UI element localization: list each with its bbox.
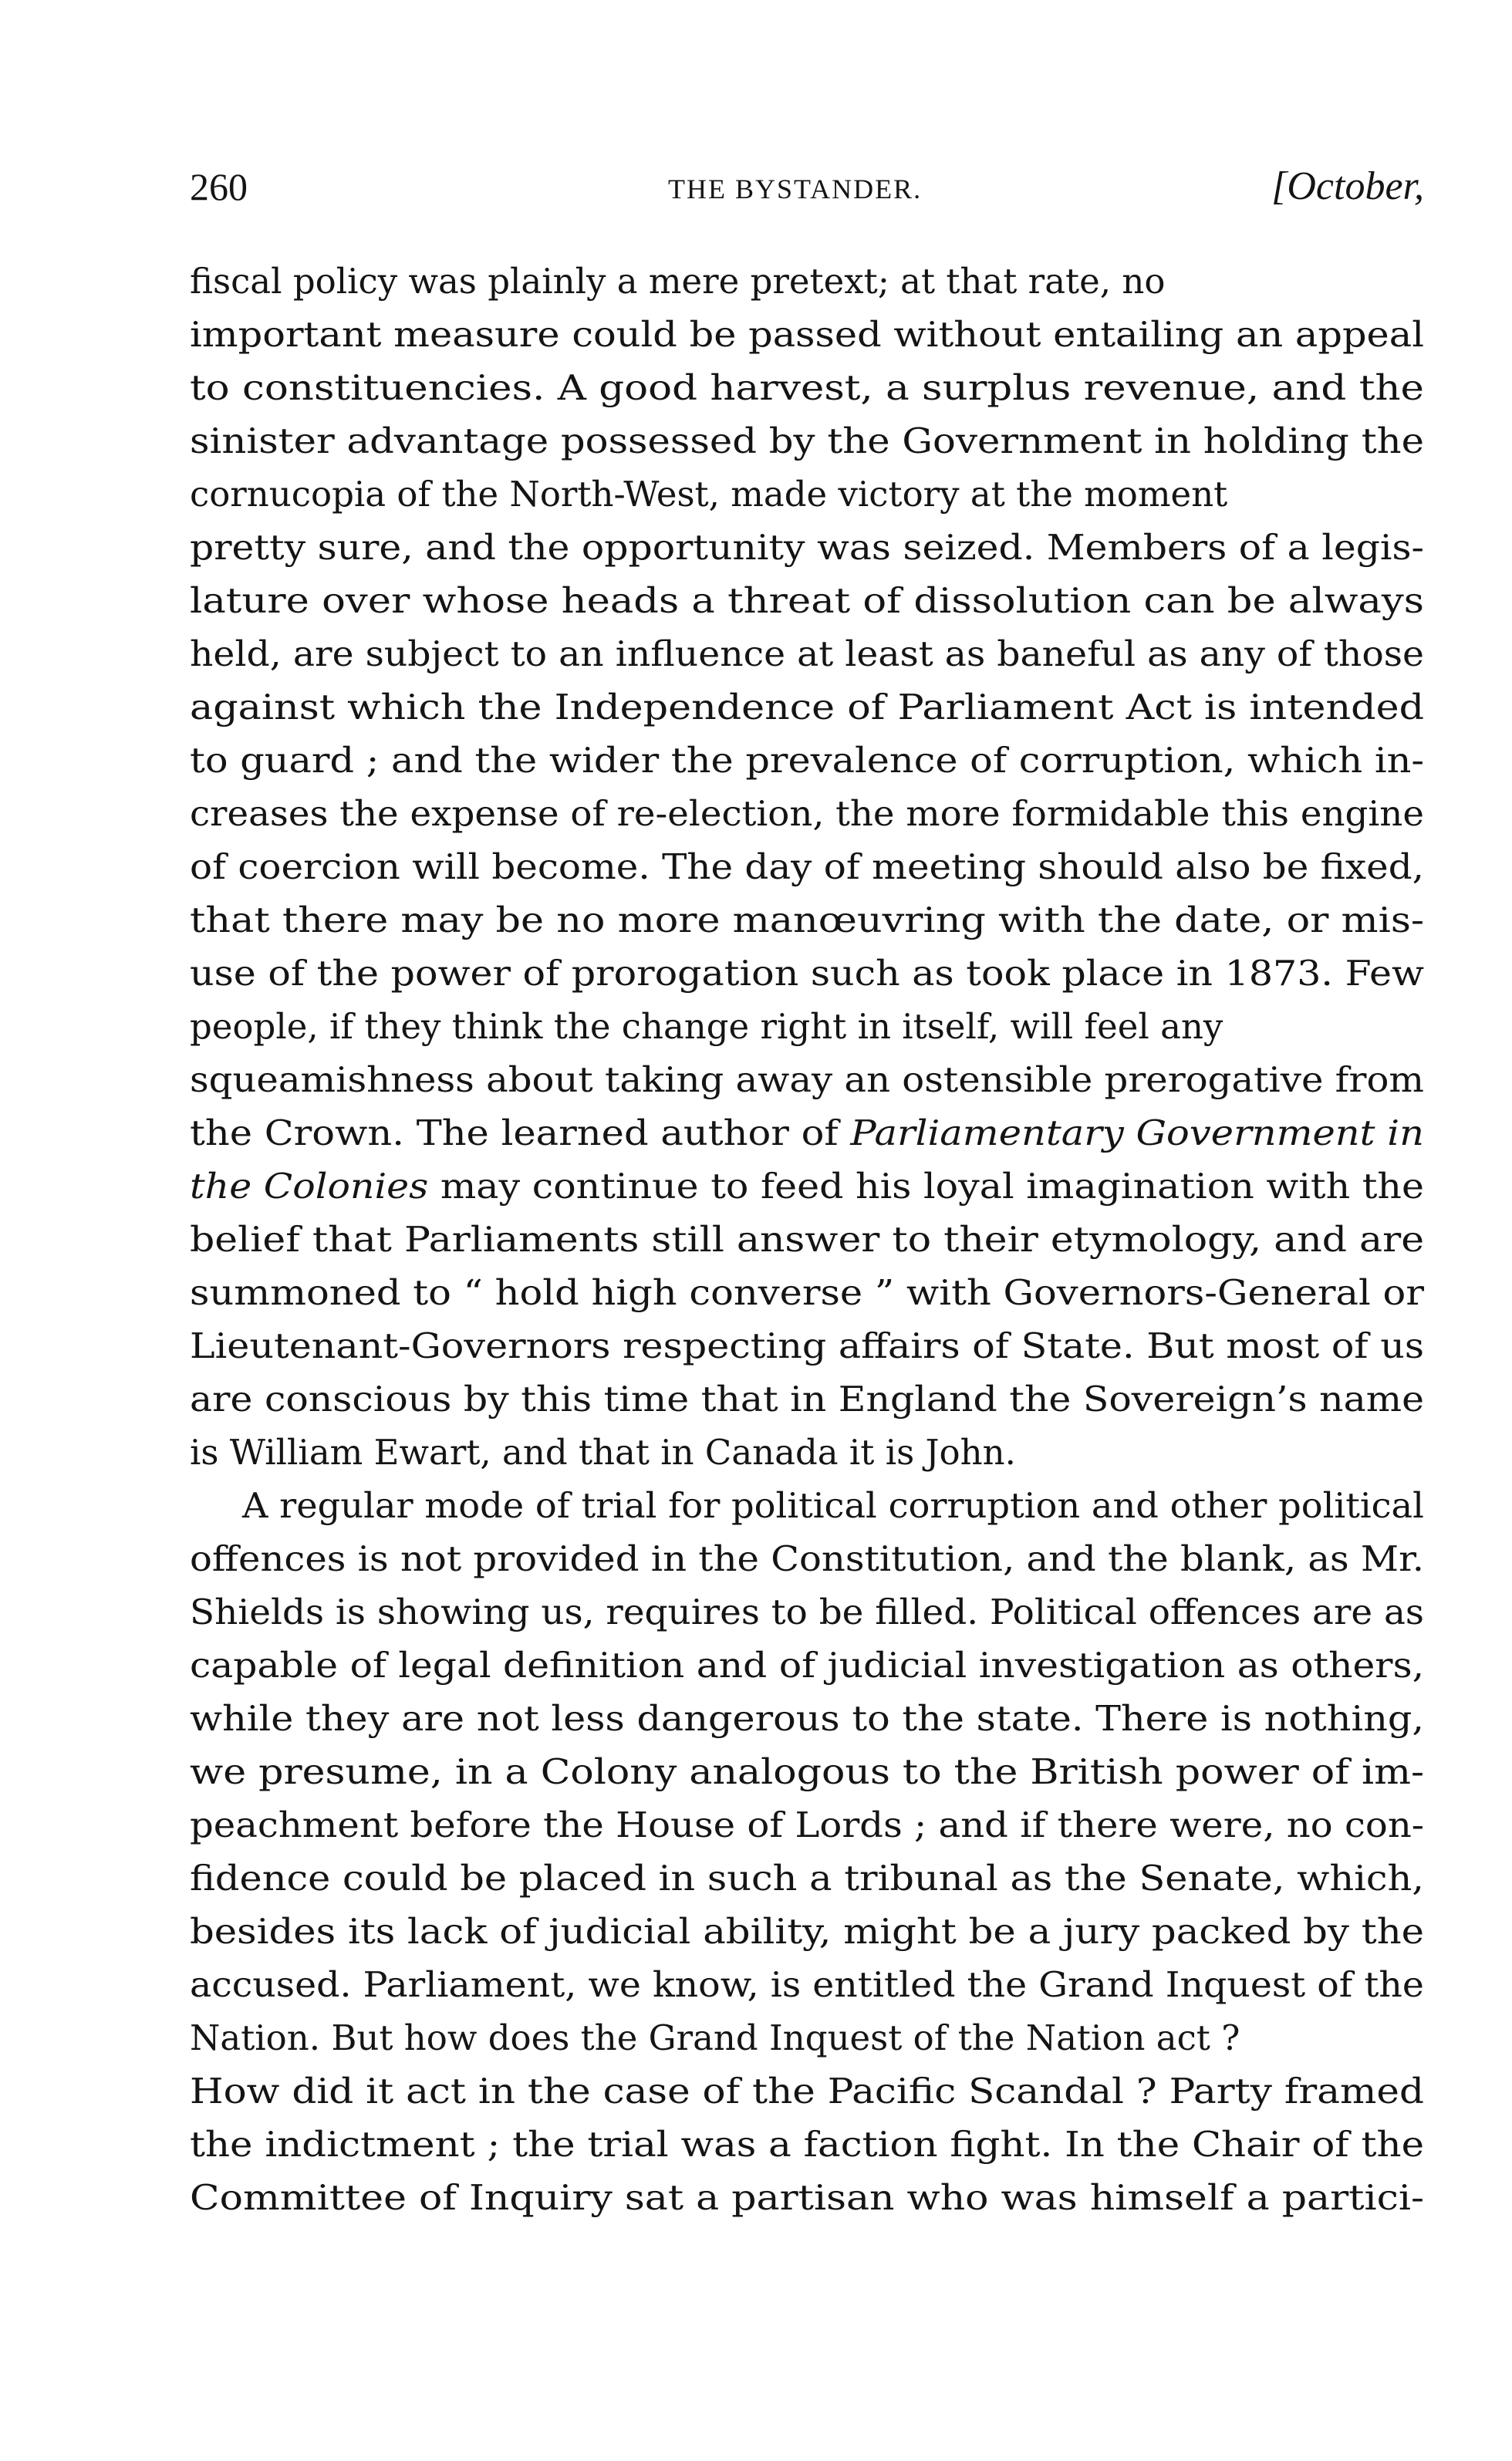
text-line-content: against which the Independence of Parliament Act is intended (190, 687, 1425, 727)
text-line (190, 1798, 1424, 1852)
text-line (190, 1213, 1424, 1266)
text-line (190, 574, 1424, 627)
text-line (190, 1692, 1424, 1745)
text-line (190, 1372, 1424, 1426)
text-line-content: Lieutenant-Governors respecting affairs of State. But most of us (190, 1325, 1425, 1366)
text-line-content: cornucopia of the North-West, made victory at the moment (190, 474, 1228, 515)
text-line-content: How did it act in the case of the Pacific Scandal ? Party framed (190, 2071, 1424, 2112)
italic-title: the Colonies (190, 1166, 429, 1207)
text-line-content: pretty sure, and the opportunity was seized. Members of a legis- (190, 527, 1425, 568)
text-line-content: of coercion will become. The day of meeting should also be fixed, (190, 846, 1425, 887)
text-line (190, 1958, 1424, 2011)
text-line (190, 1479, 1424, 1532)
running-head (190, 164, 1424, 218)
text-line-content: are conscious by this time that in England the Sovereign’s name (190, 1379, 1425, 1420)
text-line-content: summoned to “ hold high converse ” with Governors-General or (190, 1272, 1424, 1313)
text-line-content: creases the expense of re-election, the more formidable this engine (190, 793, 1424, 834)
text-line (190, 1639, 1424, 1692)
text-line-content: fiscal policy was plainly a mere pretext; at that rate, no (190, 261, 1166, 302)
text-line-content: belief that Parliaments still answer to their etymology, and are (190, 1219, 1425, 1260)
text-line (190, 361, 1424, 414)
text-line (190, 1000, 1424, 1053)
text-line-content: squeamishness about taking away an ostensible prerogative from (190, 1059, 1424, 1100)
journal-title: THE BYSTANDER. (668, 174, 923, 204)
text-line-content: held, are subject to an influence at least as baneful as any of those (190, 633, 1425, 674)
text-line (190, 680, 1424, 734)
body-text (190, 255, 1424, 2224)
text-line-content: use of the power of prorogation such as took place in 1873. Few (190, 953, 1424, 994)
text-line (190, 1266, 1424, 1319)
text-line-content: to guard ; and the wider the prevalence of corruption, which in- (190, 740, 1425, 781)
text-segment: the Crown. The learned author of (190, 1112, 851, 1153)
text-line (190, 255, 1424, 308)
text-line (190, 1905, 1424, 1958)
text-line (190, 2011, 1424, 2064)
text-line (190, 1319, 1424, 1372)
text-line-content: we presume, in a Colony analogous to the British power of im- (190, 1751, 1425, 1792)
text-line (190, 787, 1424, 840)
page-number: 260 (190, 165, 248, 208)
text-line (190, 1532, 1424, 1585)
text-line-content: fidence could be placed in such a tribunal as the Senate, which, (190, 1858, 1424, 1899)
text-line (190, 1426, 1424, 1479)
text-line (190, 1106, 1424, 1160)
text-line (190, 947, 1424, 1000)
text-line (190, 2118, 1424, 2171)
text-line (190, 521, 1424, 574)
text-line-content: is William Ewart, and that in Canada it is John. (190, 1432, 1016, 1473)
text-line (190, 1852, 1424, 1905)
text-line (190, 627, 1424, 680)
issue-month: [October, (1271, 164, 1424, 208)
italic-title: Parliamentary Government in (850, 1112, 1424, 1153)
text-line-content: sinister advantage possessed by the Government in holding the (190, 420, 1424, 461)
text-line (190, 734, 1424, 787)
text-line (190, 1160, 1424, 1213)
text-line-content: while they are not less dangerous to the state. There is nothing, (190, 1698, 1425, 1739)
text-line-content: lature over whose heads a threat of dissolution can be always (190, 580, 1424, 621)
text-line-content: important measure could be passed without entailing an appeal (190, 314, 1425, 355)
text-line-content: accused. Parliament, we know, is entitled the Grand Inquest of the (190, 1964, 1424, 2005)
text-line-content: offences is not provided in the Constitution, and the blank, as Mr. (190, 1538, 1425, 1579)
text-line-content: that there may be no more manœuvring with the date, or mis- (190, 900, 1425, 940)
text-line-content (190, 1106, 1424, 1160)
text-line (190, 2171, 1424, 2224)
text-line (190, 1745, 1424, 1798)
text-line-content: besides its lack of judicial ability, might be a jury packed by the (190, 1911, 1425, 1952)
text-line (190, 2064, 1424, 2118)
text-line-content: A regular mode of trial for political corruption and other political (242, 1485, 1424, 1526)
text-line (190, 840, 1424, 893)
text-line-content: Nation. But how does the Grand Inquest of the Nation act ? (190, 2017, 1240, 2058)
text-line (190, 308, 1424, 361)
text-line (190, 893, 1424, 947)
text-line-content: the indictment ; the trial was a faction fight. In the Chair of the (190, 2124, 1425, 2165)
text-line-content (190, 1160, 1424, 1213)
text-line (190, 468, 1424, 521)
text-line (190, 1585, 1424, 1639)
text-line (190, 1053, 1424, 1106)
text-line (190, 414, 1424, 468)
text-line-content: Shields is showing us, requires to be filled. Political offences are as (190, 1592, 1424, 1632)
text-line-content: peachment before the House of Lords ; and if there were, no con- (190, 1804, 1425, 1845)
text-line-content: capable of legal definition and of judicial investigation as others, (190, 1645, 1425, 1686)
text-segment: may continue to feed his loyal imagination with the (428, 1166, 1424, 1207)
text-line-content: to constituencies. A good harvest, a surplus revenue, and the (190, 367, 1424, 408)
text-line-content: people, if they think the change right in itself, will feel any (190, 1006, 1223, 1047)
text-line-content: Committee of Inquiry sat a partisan who was himself a partici- (190, 2177, 1425, 2218)
